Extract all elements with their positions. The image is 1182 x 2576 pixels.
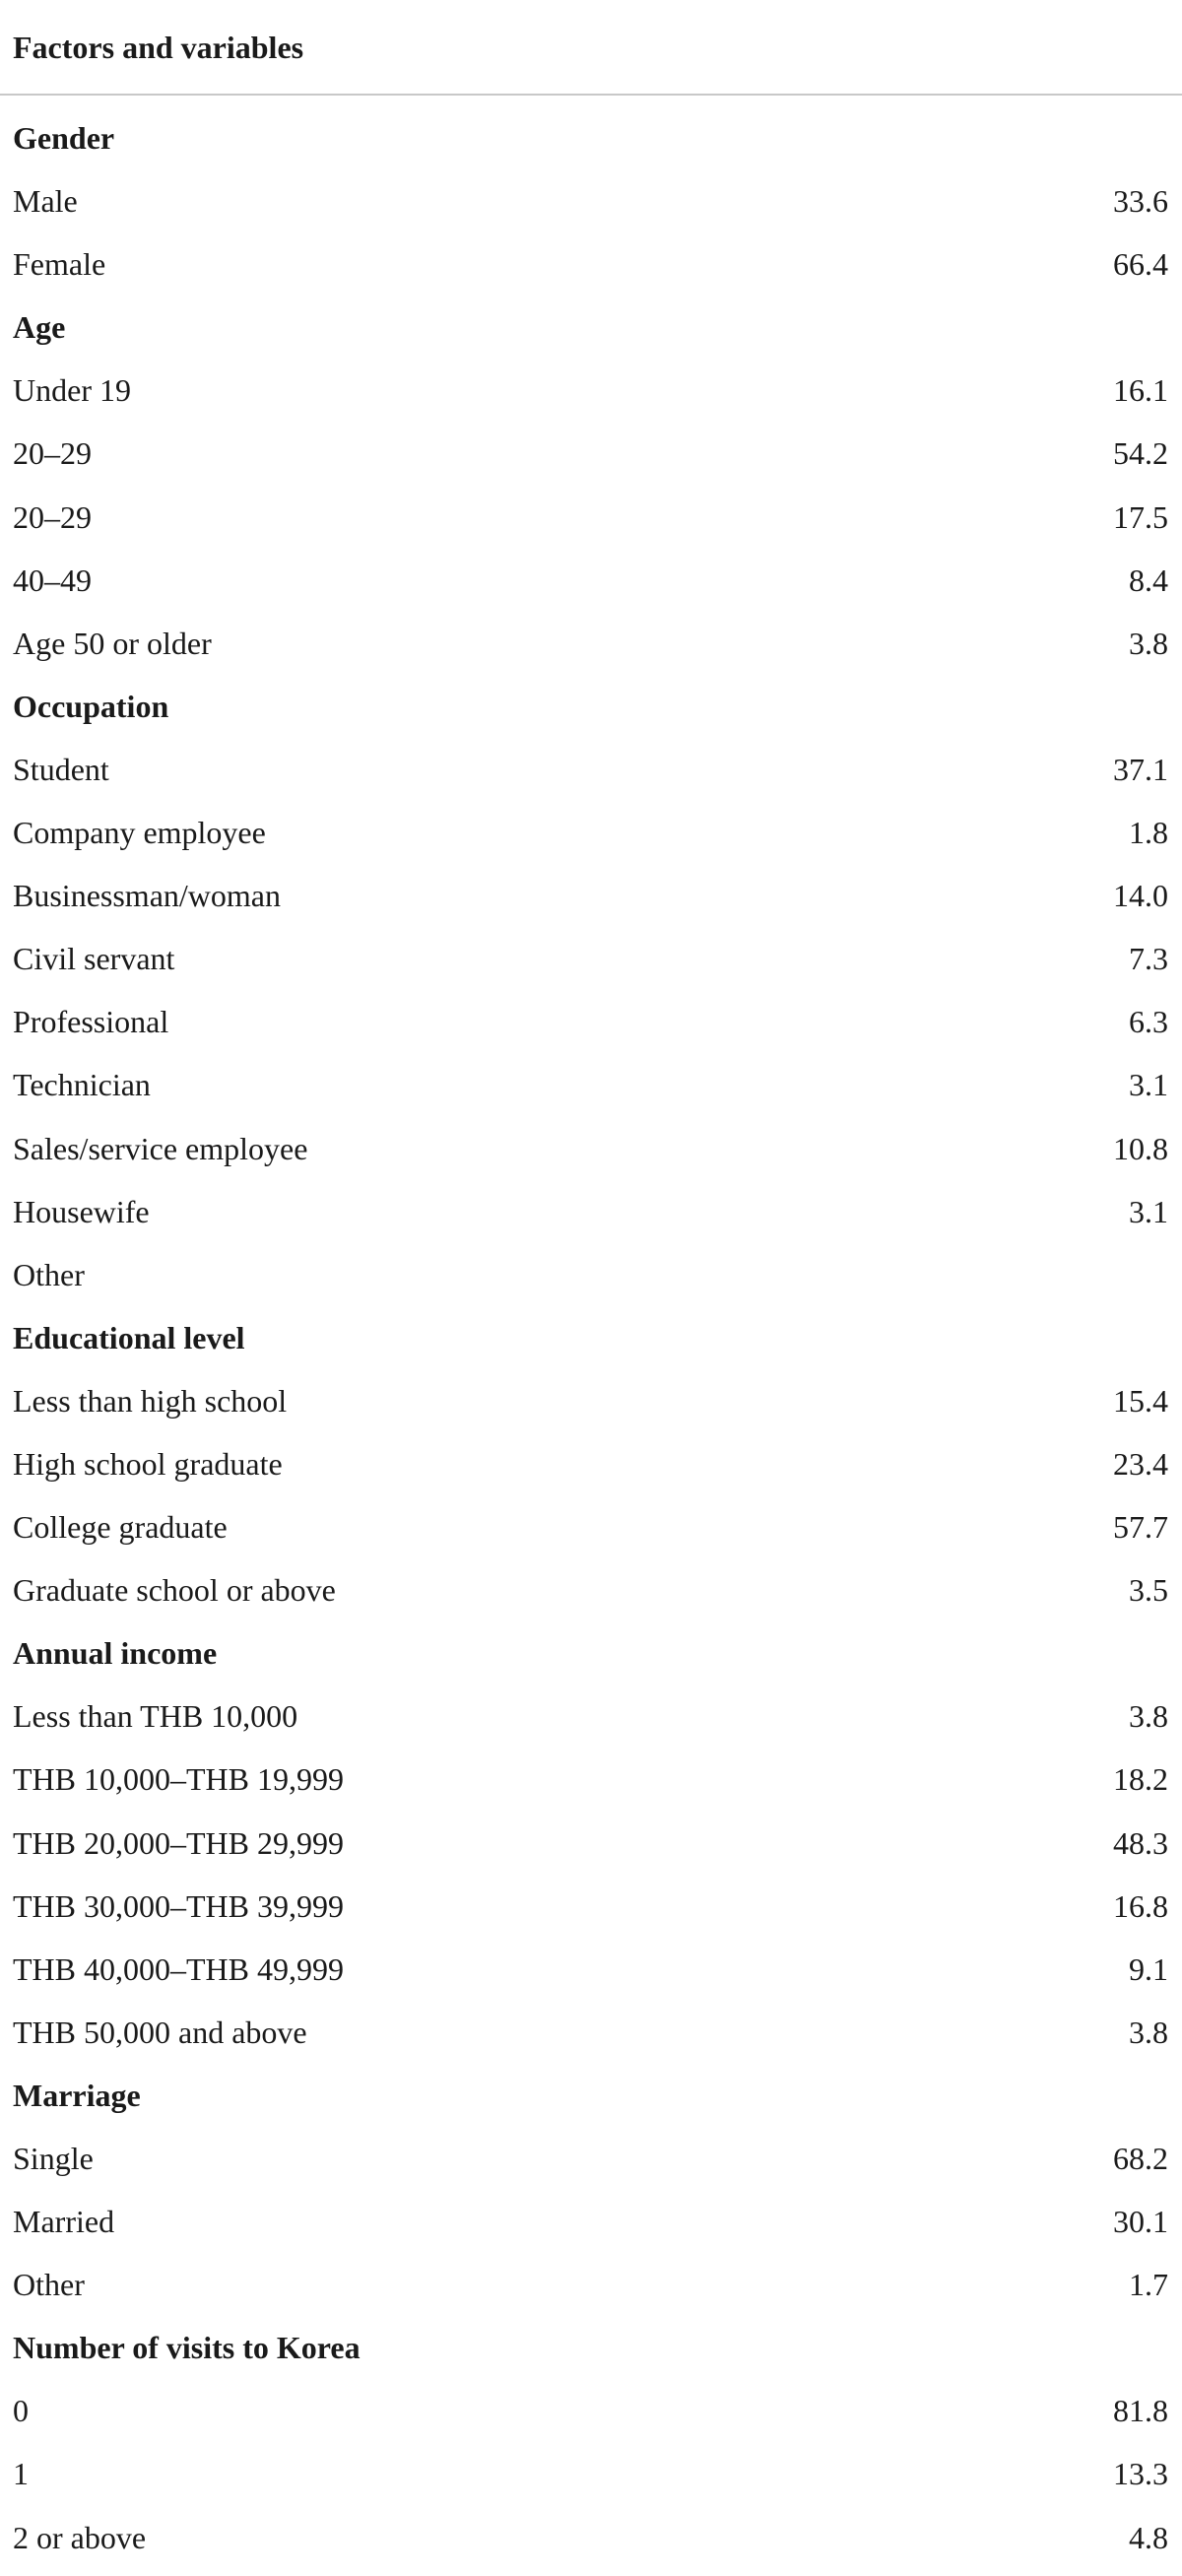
table-row <box>0 1999 1182 2062</box>
row-value: 18.2 <box>1113 1761 1168 1798</box>
table-row <box>0 1178 1182 1241</box>
row-value: 9.1 <box>1129 1950 1168 1987</box>
table-row <box>0 1367 1182 1430</box>
row-label: Less than high school <box>13 1382 288 1419</box>
row-value: 17.5 <box>1113 498 1168 535</box>
table-row <box>0 1556 1182 1619</box>
section-header-row <box>0 104 1182 167</box>
row-label: Age 50 or older <box>13 625 212 661</box>
row-value: 30.1 <box>1113 2204 1168 2240</box>
table-row <box>0 2251 1182 2314</box>
table-row <box>0 1051 1182 1114</box>
section-header-row <box>0 1304 1182 1367</box>
row-value: 7.3 <box>1129 941 1168 977</box>
row-value: 3.8 <box>1129 2014 1168 2050</box>
row-label: 20–29 <box>13 498 92 535</box>
section-label: Educational level <box>13 1319 245 1355</box>
table-row <box>0 1430 1182 1493</box>
row-label: 20–29 <box>13 435 92 472</box>
row-value: 81.8 <box>1113 2393 1168 2429</box>
row-label: 0 <box>13 2393 29 2429</box>
row-label: Sales/service employee <box>13 1130 308 1166</box>
table-row <box>0 925 1182 988</box>
section-label: Marriage <box>13 2077 141 2113</box>
row-label: Technician <box>13 1067 151 1103</box>
row-value: 4.8 <box>1129 2519 1168 2555</box>
row-value: 3.1 <box>1129 1193 1168 1229</box>
table-row <box>0 1936 1182 1999</box>
table-row <box>0 420 1182 483</box>
table-body <box>0 104 1182 2567</box>
row-label: Other <box>13 2267 85 2303</box>
row-label: Under 19 <box>13 372 131 409</box>
row-label: Businessman/woman <box>13 878 281 914</box>
row-label: Single <box>13 2141 94 2176</box>
section-header-row <box>0 673 1182 736</box>
row-label: College graduate <box>13 1509 228 1546</box>
table-row <box>0 1873 1182 1936</box>
table-row <box>0 1683 1182 1746</box>
section-header-row <box>0 294 1182 357</box>
row-value: 37.1 <box>1113 751 1168 787</box>
row-value: 14.0 <box>1113 878 1168 914</box>
row-label: THB 50,000 and above <box>13 2014 307 2050</box>
row-label: Married <box>13 2204 115 2240</box>
row-value: 15.4 <box>1113 1382 1168 1419</box>
table-row <box>0 484 1182 547</box>
row-value: 3.1 <box>1129 1067 1168 1103</box>
row-label: Student <box>13 751 109 787</box>
row-value: 1.7 <box>1129 2267 1168 2303</box>
row-label: THB 30,000–THB 39,999 <box>13 1887 344 1924</box>
table-row <box>0 547 1182 610</box>
row-value: 16.8 <box>1113 1887 1168 1924</box>
row-label: Civil servant <box>13 941 175 977</box>
table-row <box>0 2440 1182 2503</box>
row-value: 23.4 <box>1113 1445 1168 1482</box>
table-row <box>0 1241 1182 1304</box>
table-row <box>0 231 1182 294</box>
row-label: Professional <box>13 1004 169 1040</box>
section-label: Gender <box>13 120 115 156</box>
table-row <box>0 1115 1182 1178</box>
row-label: Other <box>13 1256 85 1292</box>
section-label: Age <box>13 309 66 346</box>
row-label: Graduate school or above <box>13 1572 336 1609</box>
section-label: Occupation <box>13 688 169 724</box>
section-header-row <box>0 2062 1182 2125</box>
row-value: 66.4 <box>1113 246 1168 283</box>
table-row <box>0 1810 1182 1873</box>
table-header <box>0 0 1182 96</box>
table-row <box>0 988 1182 1051</box>
column-header-factors-and-variables: Factors and variables <box>13 30 304 65</box>
row-value: 57.7 <box>1113 1509 1168 1546</box>
row-value: 16.1 <box>1113 372 1168 409</box>
row-value: 54.2 <box>1113 435 1168 472</box>
row-label: High school graduate <box>13 1445 283 1482</box>
section-label: Number of visits to Korea <box>13 2330 361 2366</box>
table-row <box>0 610 1182 673</box>
row-label: THB 20,000–THB 29,999 <box>13 1824 344 1861</box>
row-label: THB 40,000–THB 49,999 <box>13 1950 344 1987</box>
row-value: 48.3 <box>1113 1824 1168 1861</box>
row-value: 10.8 <box>1113 1130 1168 1166</box>
row-label: Female <box>13 246 106 283</box>
table-row <box>0 862 1182 925</box>
table-row <box>0 1746 1182 1809</box>
row-label: 40–49 <box>13 561 92 598</box>
table-row <box>0 1493 1182 1556</box>
row-value: 3.8 <box>1129 1698 1168 1735</box>
table-row <box>0 2504 1182 2567</box>
row-value: 68.2 <box>1113 2141 1168 2176</box>
section-label: Annual income <box>13 1635 218 1672</box>
row-value: 33.6 <box>1113 183 1168 220</box>
row-label: 2 or above <box>13 2519 147 2555</box>
table-row <box>0 2377 1182 2440</box>
row-value: 8.4 <box>1129 561 1168 598</box>
row-label: Housewife <box>13 1193 150 1229</box>
table-row <box>0 2188 1182 2251</box>
row-value: 3.5 <box>1129 1572 1168 1609</box>
table-row <box>0 799 1182 862</box>
row-label: Male <box>13 183 78 220</box>
section-header-row <box>0 1619 1182 1683</box>
row-value: 6.3 <box>1129 1004 1168 1040</box>
row-label: THB 10,000–THB 19,999 <box>13 1761 344 1798</box>
row-label: Less than THB 10,000 <box>13 1698 298 1735</box>
row-value: 3.8 <box>1129 625 1168 661</box>
table-row <box>0 167 1182 231</box>
table-row <box>0 2125 1182 2188</box>
table-row <box>0 357 1182 420</box>
row-label: 1 <box>13 2456 29 2492</box>
table-row <box>0 736 1182 799</box>
section-header-row <box>0 2314 1182 2377</box>
row-label: Company employee <box>13 815 266 851</box>
row-value: 1.8 <box>1129 815 1168 851</box>
row-value: 13.3 <box>1113 2456 1168 2492</box>
